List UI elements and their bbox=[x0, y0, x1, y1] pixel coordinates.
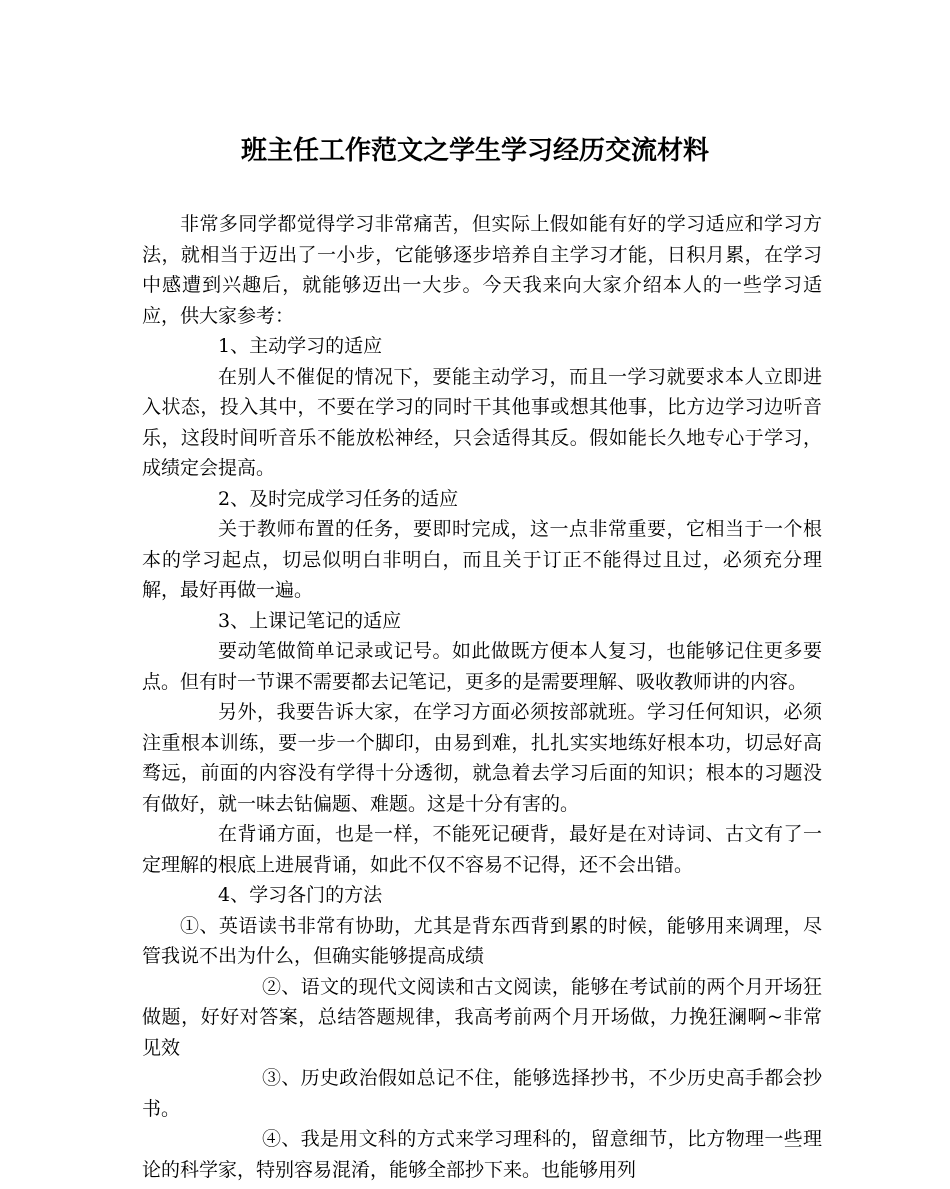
body-paragraph: 要动笔做简单记录或记号。如此做既方便本人复习，也能够记住更多要点。但有时一节课不需要都去记笔记，更多的是需要理解、吸收教师讲的内容。 bbox=[142, 640, 822, 693]
section-heading: 4、学习各门的方法 bbox=[218, 884, 383, 906]
body-paragraph: 在别人不催促的情况下，要能主动学习，而且一学习就要求本人立即进入状态，投入其中，不要在学习的同时干其他事或想其他事，比方边学习边听音乐，这段时间听音乐不能放松神经，只会适得其反。假如能长久地专心于学习，成绩定会提高。 bbox=[142, 365, 822, 479]
body-paragraph: 关于教师布置的任务，要即时完成，这一点非常重要，它相当于一个根本的学习起点，切忌似明白非明白，而且关于订正不能得过且过，必须充分理解，最好再做一遍。 bbox=[142, 518, 822, 601]
method-item: ①、英语读书非常有协助，尤其是背东西背到累的时候，能够用来调理，尽管我说不出为什么，但确实能够提高成绩 bbox=[142, 914, 822, 967]
intro-paragraph: 非常多同学都觉得学习非常痛苦，但实际上假如能有好的学习适应和学习方法，就相当于迈出了一小步，它能够逐步培养自主学习才能，日积月累，在学习中感遭到兴趣后，就能够迈出一大步。今天我来向大家介绍本人的一些学习适应，供大家参考： bbox=[142, 213, 822, 327]
method-item: ②、语文的现代文阅读和古文阅读，能够在考试前的两个月开场狂做题，好好对答案，总结答题规律，我高考前两个月开场做，力挽狂澜啊~非常见效 bbox=[142, 975, 822, 1059]
document-title: 班主任工作范文之学生学习经历交流材料 bbox=[240, 136, 709, 166]
body-paragraph: 另外，我要告诉大家，在学习方面必须按部就班。学习任何知识，必须注重根本训练，要一步一个脚印，由易到难，扎扎实实地练好根本功，切忌好高骛远，前面的内容没有学得十分透彻，就急着去学习后面的知识；根本的习题没有做好，就一味去钻偏题、难题。这是十分有害的。 bbox=[142, 701, 822, 815]
section-heading: 2、及时完成学习任务的适应 bbox=[218, 487, 459, 510]
section-heading: 3、上课记笔记的适应 bbox=[218, 609, 402, 632]
method-item: ③、历史政治假如总记不住，能够选择抄书，不少历史高手都会抄书。 bbox=[142, 1067, 822, 1120]
body-paragraph: 在背诵方面，也是一样，不能死记硬背，最好是在对诗词、古文有了一定理解的根底上进展背诵，如此不仅不容易不记得，还不会出错。 bbox=[142, 823, 822, 876]
method-item: ④、我是用文科的方式来学习理科的，留意细节，比方物理一些理论的科学家，特别容易混淆，能够全部抄下来。也能够用列 bbox=[142, 1128, 822, 1181]
section-heading: 1、主动学习的适应 bbox=[218, 335, 383, 357]
document-body bbox=[142, 209, 822, 1185]
